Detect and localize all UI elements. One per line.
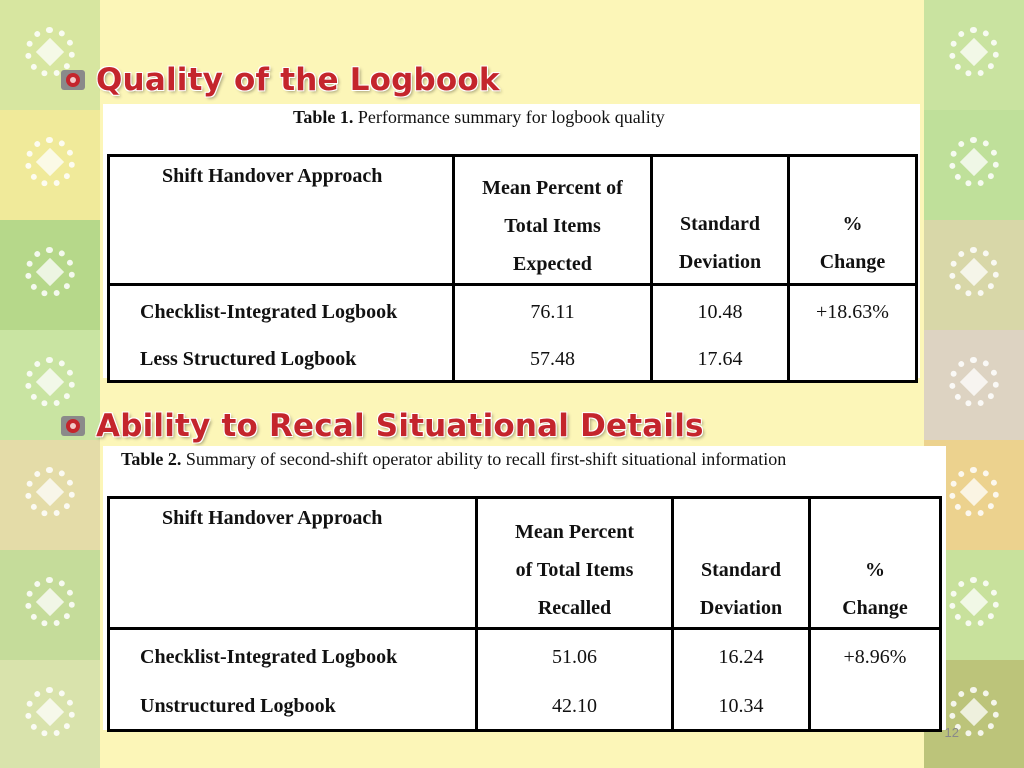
page-number: 12 <box>944 725 959 740</box>
table-row <box>109 285 917 340</box>
mean-cell: 51.06 <box>477 629 673 685</box>
header-line: Standard <box>700 559 782 581</box>
header-line: % <box>865 559 885 581</box>
caption-label: Table 2. <box>121 449 182 469</box>
table-header-row <box>109 498 941 629</box>
column-header <box>673 498 810 629</box>
sd-cell: 10.48 <box>652 285 789 340</box>
row-label: Checklist-Integrated Logbook <box>140 645 398 668</box>
pattern-tile <box>924 110 1024 220</box>
heading-text: Ability to Recal Situational Details <box>96 408 704 444</box>
table-row <box>109 685 941 731</box>
mean-cell: 42.10 <box>477 685 673 731</box>
change-cell: +8.96% <box>810 629 941 685</box>
header-line: Total Items <box>504 215 601 237</box>
mean-cell: 57.48 <box>454 340 652 382</box>
header-line: of Total Items <box>515 559 634 581</box>
table2-caption <box>121 449 786 470</box>
table-row <box>109 340 917 382</box>
column-header: Shift Handover Approach <box>109 498 477 629</box>
row-label: Checklist-Integrated Logbook <box>140 301 398 324</box>
caption-label: Table 1. <box>293 107 354 127</box>
pattern-tile <box>0 550 100 660</box>
header-line: Standard <box>679 213 761 235</box>
header-line: Mean Percent <box>514 521 635 543</box>
column-header <box>477 498 673 629</box>
header-line: % <box>842 213 863 235</box>
sd-cell: 10.34 <box>673 685 810 731</box>
mean-cell: 76.11 <box>454 285 652 340</box>
header-line: Change <box>819 251 886 273</box>
header-line: Change <box>842 597 908 619</box>
pattern-tile <box>924 0 1024 110</box>
caption-text: Performance summary for logbook quality <box>353 107 665 127</box>
header-line: Mean Percent of <box>482 177 623 199</box>
pattern-tile <box>924 330 1024 440</box>
change-cell: +18.63% <box>789 285 917 340</box>
column-header <box>810 498 941 629</box>
change-cell <box>789 340 917 382</box>
flower-bullet-icon <box>60 414 86 438</box>
row-label: Unstructured Logbook <box>140 695 336 718</box>
pattern-tile <box>0 220 100 330</box>
column-header <box>652 156 789 285</box>
caption-text: Summary of second-shift operator ability to recall first-shift situational information <box>181 449 787 469</box>
table2 <box>107 496 942 732</box>
flower-bullet-icon <box>60 68 86 92</box>
table-header-row <box>109 156 917 285</box>
pattern-tile <box>0 440 100 550</box>
change-cell <box>810 685 941 731</box>
left-decorative-border <box>0 0 100 768</box>
pattern-tile <box>0 110 100 220</box>
column-header <box>789 156 917 285</box>
header-line: Expected <box>513 253 592 275</box>
row-label: Less Structured Logbook <box>140 348 357 371</box>
sd-cell: 16.24 <box>673 629 810 685</box>
section-heading-quality <box>60 62 500 98</box>
header-line: Deviation <box>678 251 762 273</box>
pattern-tile <box>924 220 1024 330</box>
header-line: Recalled <box>537 597 612 619</box>
column-header: Shift Handover Approach <box>109 156 454 285</box>
table-row <box>109 629 941 685</box>
heading-text: Quality of the Logbook <box>96 62 500 98</box>
table1-caption <box>293 107 665 128</box>
column-header <box>454 156 652 285</box>
header-line: Deviation <box>699 597 783 619</box>
table1 <box>107 154 918 383</box>
pattern-tile <box>0 660 100 768</box>
sd-cell: 17.64 <box>652 340 789 382</box>
section-heading-recall <box>60 408 704 444</box>
